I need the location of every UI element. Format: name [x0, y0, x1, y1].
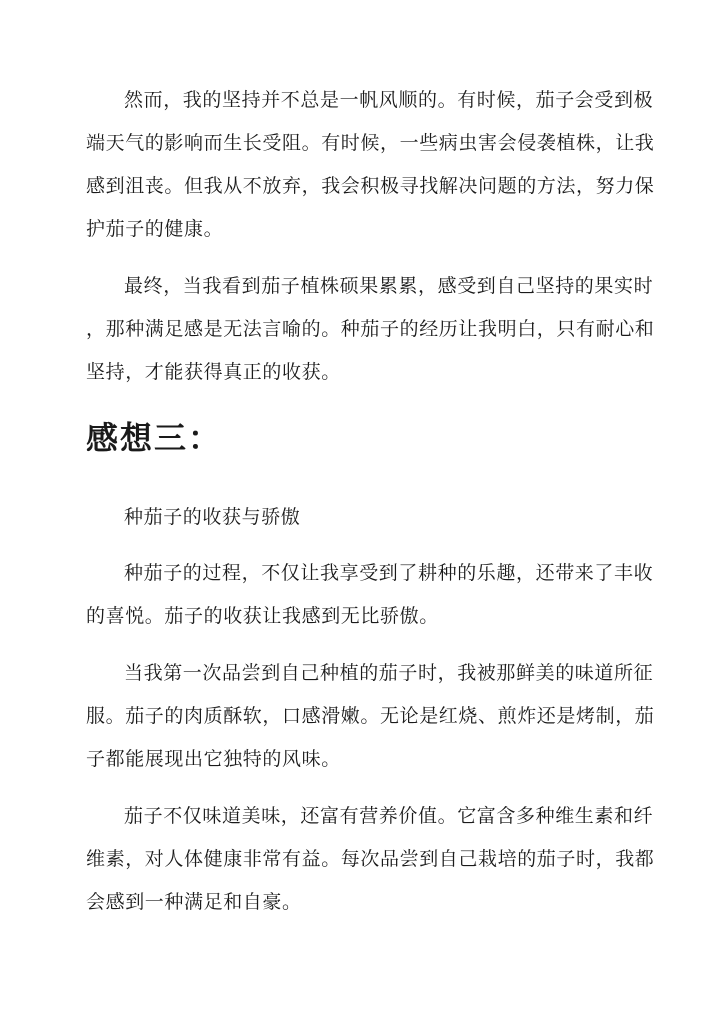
- paragraph-line: 会感到一种满足和自豪。: [86, 891, 302, 913]
- paragraph-line: 然而，我的坚持并不总是一帆风顺的。有时候，茄子会受到极: [124, 89, 654, 111]
- paragraph-line: ，那种满足感是无法言喻的。种茄子的经历让我明白，只有耐心和: [86, 318, 655, 340]
- paragraph-line: 维素，对人体健康非常有益。每次品尝到自己栽培的茄子时，我都: [86, 848, 655, 870]
- paragraph-line: 的喜悦。茄子的收获让我感到无比骄傲。: [86, 605, 439, 627]
- section-subtitle: 种茄子的收获与骄傲: [124, 506, 301, 528]
- section-heading: 感想三：: [86, 419, 223, 457]
- paragraph-line: 最终，当我看到茄子植株硕果累累，感受到自己坚持的果实时: [124, 275, 654, 297]
- paragraph-line: 茄子不仅味道美味，还富有营养价值。它富含多种维生素和纤: [124, 805, 654, 827]
- paragraph-line: 感到沮丧。但我从不放弃，我会积极寻找解决问题的方法，努力保: [86, 175, 655, 197]
- paragraph-line: 坚持，才能获得真正的收获。: [86, 361, 341, 383]
- paragraph-line: 子都能展现出它独特的风味。: [86, 748, 341, 770]
- paragraph-line: 服。茄子的肉质酥软，口感滑嫩。无论是红烧、煎炸还是烤制，茄: [86, 705, 655, 727]
- paragraph-line: 护茄子的健康。: [86, 218, 224, 240]
- paragraph-line: 端天气的影响而生长受阻。有时候，一些病虫害会侵袭植株，让我: [86, 132, 655, 154]
- paragraph-line: 种茄子的过程，不仅让我享受到了耕种的乐趣，还带来了丰收: [124, 562, 654, 584]
- paragraph-line: 当我第一次品尝到自己种植的茄子时，我被那鲜美的味道所征: [124, 662, 654, 684]
